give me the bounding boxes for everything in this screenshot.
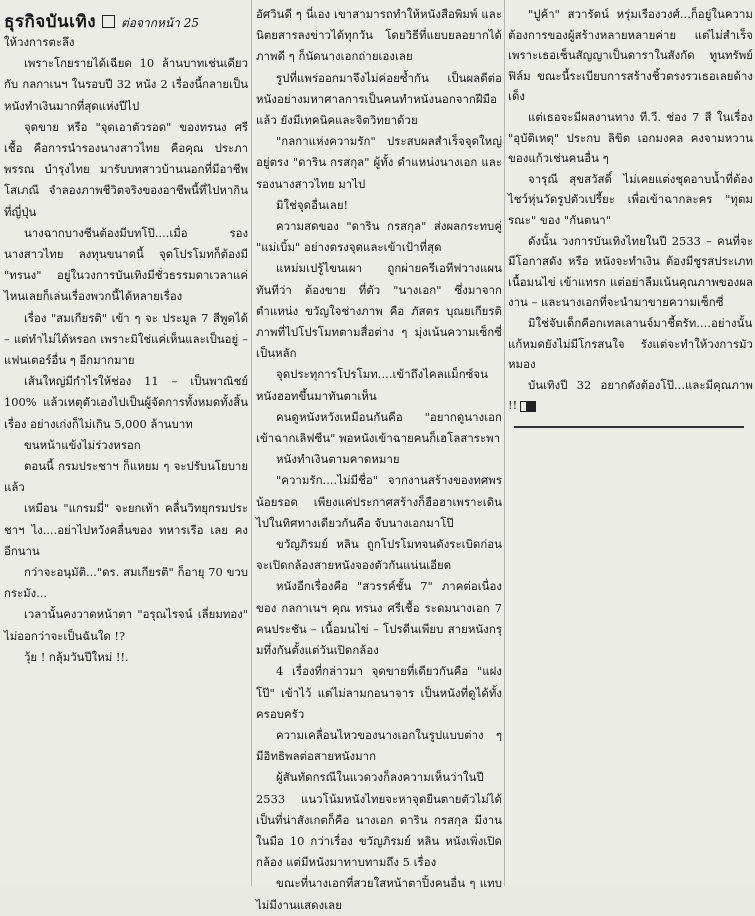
- end-mark-icon: [520, 401, 536, 412]
- paragraph: รูปที่แพร่ออกมาจึงไม่ค่อยซ้ำกัน เป็นผลดีต่อหนังอย่างมหาศาลการเป็นคนทำหนังนอกจากฝีมือแล้ว ยังมีเทคนิคและจิตวิทยาด้วย: [256, 70, 502, 128]
- closing-text: บันเทิงปี 32 อยากดังต้องโป๊...และมีคุณภาพ !!: [508, 377, 753, 413]
- paragraph: ตอนนี้ กรมประชาฯ ก็แหยม ๆ จะปรับนโยบายแล้ว: [4, 459, 248, 495]
- checkbox-square-icon: [102, 15, 115, 28]
- paragraph: "ปูค้า" สวารัตน์ หรุ่มเรืองวงศ์...ก็อยู่ในความต้องการของผู้สร้างหลายหลายค่าย แต่ไม่สำเร็จ เพราะเธอเซ็นสัญญาเป็นดาราในสังกัด ทูนทรัพย์ ฟิล์ม ขณะนี้ระเบียบการสร้างชิ้วตรงรวเธอเลยด้างเด็ง: [508, 7, 753, 104]
- paragraph: มิใช่จุดอื่นเลย!: [276, 197, 349, 212]
- paragraph: จารุณี สุขสวัสดิ์ ไม่เคยแต่งชุดอาบน้ำที่ต้องไชว์หุ่นวัดรูปตัวเปรี้ยะ เพื่อเข้าฉากละคร "ทุตมรณะ" ของ "กันตนา": [508, 171, 753, 227]
- continued-from-label: ต่อจากหน้า 25: [121, 16, 199, 30]
- paragraph: จุดประทุการโปรโมท....เข้าถึงไคลแม็กซ์จนหนังฮอทขึ้นมาทันตาเห็น: [256, 367, 488, 403]
- paragraph: เรื่อง "สมเกียรติ" เข้า ๆ จะ ประมูล 7 สีพูดได้ – แต่ทำไม่ได้หรอก เพราะมิใช่แค่เห็นและเป็นอยู่ – แฟนเตอร์อื่น ๆ อีกมากมาย: [4, 310, 248, 368]
- paragraph: กว่าจะอนุมัติ..."ดร. สมเกียรติ" ก็อายุ 70 ขวบกระมัง...: [4, 565, 248, 601]
- paragraph: เส้นใหญ่มีกำไรให้ช่อง 11 – เป็นพาณิชย์ 100% แล้วเหตุตัวเองไปเป็นผู้จัดการทั้งหมดทั้งสิ้นเรื่อง อย่างเก่งก็ไม่เกิน 5,000 ล้านบาท: [4, 374, 248, 431]
- paragraph: อัศวินดี ๆ นี่เอง เขาสามารถทำให้หนังสือพิมพ์ และนิตยสารลงข่าวได้ทุกวัน โดยวิธีที่แยบยลอยากได้ภาพดี ๆ ก็นัดนางเอกถ่ายเองเลย: [256, 7, 502, 64]
- column-2: [256, 0, 502, 912]
- paragraph: ให้วงการตะลึง: [4, 35, 75, 49]
- paragraph: ผู้สันทัดกรณีในแวดวงก็ลงความเห็นว่าในปี 2533 แนวโน้มหนังไทยจะหาจุดยืนตายตัวไม่ได้ เป็นที่น่าสังเกตก็คือ นางเอก ดาริน กรสกุล มีงานในมือ 10 กว่าเรื่อง ขวัญภิรมย์ หลิน หนังเพิ่งเปิดกล้อง แต่มีหนังมาทาบทามถึง 5 เรื่อง: [256, 770, 502, 870]
- section-title: ธุรกิจบันเทิง: [4, 12, 96, 32]
- paragraph: เพราะโกยรายได้เฉียด 10 ล้านบาทเช่นเดียวกับ กลกาเนฯ ในรอบปี 32 หนัง 2 เรื่องนี้กลายเป็นหนังทำเงินมากที่สุดแห่งปีไป: [4, 56, 248, 113]
- paragraph: วุ้ย ! กลุ้มวันปีใหม่ !!.: [24, 649, 129, 664]
- end-rule: [514, 426, 744, 428]
- paragraph: ขนหน้าแข้งไม่ร่วงหรอก: [24, 437, 141, 452]
- paragraph: เวลานั้นคงวาดหน้าตา "อรุณไรจน์ เลี่ยมทอง" ไม่ออกว่าจะเป็นฉันใด !?: [4, 607, 248, 643]
- closing-paragraph: [508, 375, 753, 416]
- paragraph: ขวัญภิรมย์ หลิน ถูกโปรโมทจนดังระเบิดก่อนจะเปิดกล้องสายหนังจองตัวกันแน่นเอียด: [256, 537, 502, 573]
- paragraph: แหม่มเปรู้ไขนเผา ถูกผ่ายครีเอทีฟวางแผนทันทีว่า ต้องขาย ที่ตัว "นางเอก" ซึ่งมาจากตำแหน่ง ขวัญใจช่างภาพ คือ ภัสตร บุณยเกียรติ ภาพที่ไปโปรโมทตามสื่อต่าง ๆ มุ่งเน้นความเซ็กซี่เป็นหลัก: [256, 261, 502, 361]
- column-1: [4, 0, 248, 886]
- paragraph: นางฉากบางซีนต้องมีบทโป๊....เมื่อ รองนางสาวไทย ลงทุนขนาดนี้ จุดโปรโมทก็ต้องมี "ทรนง" อยู่ในวงการบันเทิงมีชั่วธรรมดาเวลาแค่ไหนเลยก็เล่นเรื่องพวกนี้ได้หลายเรื่อง: [4, 225, 248, 304]
- paragraph: หนังทำเงินตามคาดหมาย: [276, 452, 400, 467]
- column-heading: [4, 0, 248, 32]
- paragraph: จุดขาย หรือ "จุดเอาตัวรอด" ของทรนง ศรีเชื้อ คือการนำรองนางสาวไทย คือคุณ ประภาพรรณ บำรุงไทย มารับบทสาวบ้านนอกที่มีอาชีพโสเภณี จำลองภาพชีวิตจริงของอาชีพนี้ที่ไปหากินที่ญี่ปุ่น: [4, 119, 248, 219]
- paragraph: ขณะที่นางเอกที่สวยใสหน้าตาปิ้งคนอื่น ๆ แทบไม่มีงานแสดงเลย: [256, 876, 502, 912]
- column-divider: [251, 0, 252, 886]
- paragraph: เหมือน "แกรมมี่" จะยกเท้า คลื่นวิทยุกรมประชาฯ ไง....อย่าไปหวังคลื่นของ ทหารเรือ เลย คงอีกนาน: [4, 501, 248, 558]
- paragraph: แต่เธอจะมีผลงานทาง ที.วี. ช่อง 7 สี ในเรื่อง "อุบัติเหตุ" ประกบ ลิขิต เอกมงคล คงจามหวานของแก้วเช่นคนอื่น ๆ: [508, 109, 753, 166]
- paragraph: ดังนั้น วงการบันเทิงไทยในปี 2533 – คนที่จะมีโอกาสดัง หรือ หนังจะทำเงิน ต้องมีชูรสประเภทเนื้อมนไข่ เข้าแทรก แต่อย่าลืมเน้นคุณภาพของผลงาน – และนางเอกที่จะนำมาขายความเซ็กซี่: [508, 233, 753, 310]
- paragraph: คนดูหนังหวังเหมือนกันคือ "อยากดูนางเอกเข้าฉากเลิฟซีน" พอหนังเข้าฉายคนก็เฮโลสาระพา: [256, 409, 502, 446]
- column-divider: [504, 0, 505, 886]
- paragraph: "กลกาแห่งความรัก" ประสบผลสำเร็จจุดใหญ่อยู่ตรง "ดาริน กรสกุล" ผู้ทั้ง ดำแหน่งนางเอก และ รองนางสาวไทย มาไป: [256, 134, 502, 191]
- paragraph: หนังอีกเรื่องคือ "สวรรค์ชั้น 7" ภาคต่อเนื่องของ กลกาเนฯ คุณ ทรนง ศรีเชื้อ ระดมนางเอก 7 คนประชัน – เนื้อมนไข่ – โปรดีนเพียบ สายหนังกรุมทึ่งกันตั้งแต่วันเปิดกล้อง: [256, 579, 502, 658]
- paragraph: 4 เรื่องที่กล่าวมา จุดขายที่เดียวกันคือ "แฝงโป๊" เข้าไว้ แต่ไม่ลามกอนาจาร เป็นหนังที่ดูได้ทั้งครอบครัว: [256, 664, 502, 721]
- paragraph: "ความรัก....ไม่มีชื่อ" จากงานสร้างของทศพร น้อยรอด เพียงแค่ประกาศสร้างก็ฮือฮาเพราะเดินไปในทิศทางเดียวกันคือ จับนางเอกมาโป๊: [256, 473, 502, 530]
- paragraph: ความสดของ "ดาริน กรสกุล" ส่งผลกระทบคู่ "แม่เบิ้ม" อย่างตรงจุดและเข้าเป้าที่สุด: [256, 219, 502, 255]
- paragraph: มิใช่จับเด็กคือกเทลเลานจ์มาชี้ตรัท....อย่างนั้นแก้หมดยังไม่มีโกรสนใจ รังแต่จะทำให้วงการมัวหมอง: [508, 315, 753, 372]
- column-3: [508, 0, 753, 886]
- paragraph: ความเคลื่อนไหวของนางเอกในรูปแบบต่าง ๆ มีอิทธิพลต่อสายหนังมาก: [256, 727, 502, 764]
